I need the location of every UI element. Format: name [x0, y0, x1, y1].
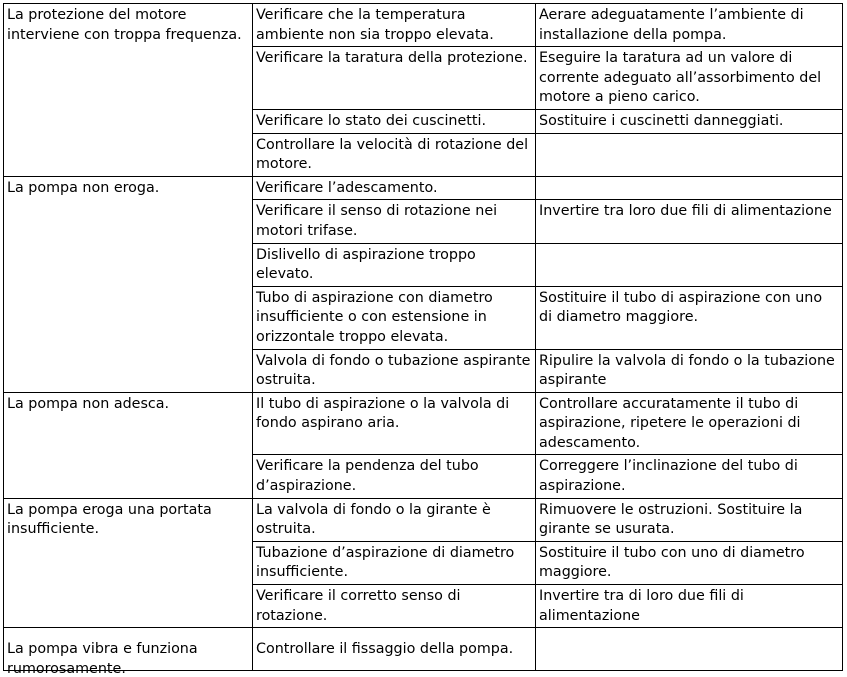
check-cell: Verificare il corretto senso di rotazione.	[253, 585, 536, 628]
remedy-cell: Invertire tra di loro due fili di alimentazione	[536, 585, 843, 628]
problem-cell: La pompa non adesca.	[4, 392, 253, 498]
check-cell: Verificare la pendenza del tubo d’aspirazione.	[253, 455, 536, 498]
check-cell	[253, 628, 536, 671]
remedy-cell: Controllare accuratamente il tubo di aspirazione, ripetere le operazioni di adescamento.	[536, 392, 843, 455]
remedy-cell: Sostituire il tubo con uno di diametro maggiore.	[536, 541, 843, 584]
cell-text: La pompa vibra e funziona rumorosamente.	[7, 641, 198, 677]
remedy-cell	[536, 133, 843, 176]
check-cell: Verificare il senso di rotazione nei motori trifase.	[253, 200, 536, 243]
remedy-cell	[536, 176, 843, 200]
remedy-cell: Correggere l’inclinazione del tubo di aspirazione.	[536, 455, 843, 498]
check-cell: La valvola di fondo o la girante è ostruita.	[253, 498, 536, 541]
check-cell: Verificare lo stato dei cuscinetti.	[253, 109, 536, 133]
check-cell: Verificare che la temperatura ambiente non sia troppo elevata.	[253, 4, 536, 47]
remedy-cell	[536, 243, 843, 286]
remedy-cell: Eseguire la taratura ad un valore di corrente adeguato all’assorbimento del motore a pieno carico.	[536, 47, 843, 110]
troubleshooting-table	[3, 3, 843, 677]
remedy-cell	[536, 628, 843, 671]
problem-cell: La protezione del motore interviene con troppa frequenza.	[4, 4, 253, 177]
check-cell: Il tubo di aspirazione o la valvola di fondo aspirano aria.	[253, 392, 536, 455]
check-cell: Tubo di aspirazione con diametro insufficiente o con estensione in orizzontale troppo elevata.	[253, 286, 536, 349]
check-cell: Verificare la taratura della protezione.	[253, 47, 536, 110]
check-cell: Dislivello di aspirazione troppo elevato.	[253, 243, 536, 286]
check-cell: Controllare la velocità di rotazione del motore.	[253, 133, 536, 176]
problem-cell	[4, 628, 253, 677]
table-row	[4, 392, 843, 455]
remedy-cell: Aerare adeguatamente l’ambiente di installazione della pompa.	[536, 4, 843, 47]
remedy-cell: Rimuovere le ostruzioni. Sostituire la girante se usurata.	[536, 498, 843, 541]
remedy-cell: Sostituire il tubo di aspirazione con uno di diametro maggiore.	[536, 286, 843, 349]
remedy-cell: Invertire tra loro due fili di alimentazione	[536, 200, 843, 243]
problem-cell: La pompa eroga una portata insufficiente.	[4, 498, 253, 628]
problem-cell: La pompa non eroga.	[4, 176, 253, 392]
table-row	[4, 498, 843, 541]
remedy-cell: Sostituire i cuscinetti danneggiati.	[536, 109, 843, 133]
check-cell: Valvola di fondo o tubazione aspirante ostruita.	[253, 349, 536, 392]
cell-text: Controllare il fissaggio della pompa.	[256, 641, 514, 658]
remedy-cell: Ripulire la valvola di fondo o la tubazione aspirante	[536, 349, 843, 392]
check-cell: Tubazione d’aspirazione di diametro insufficiente.	[253, 541, 536, 584]
table-row	[4, 176, 843, 200]
check-cell: Verificare l’adescamento.	[253, 176, 536, 200]
table-row-partial	[4, 628, 843, 671]
table-row	[4, 4, 843, 47]
